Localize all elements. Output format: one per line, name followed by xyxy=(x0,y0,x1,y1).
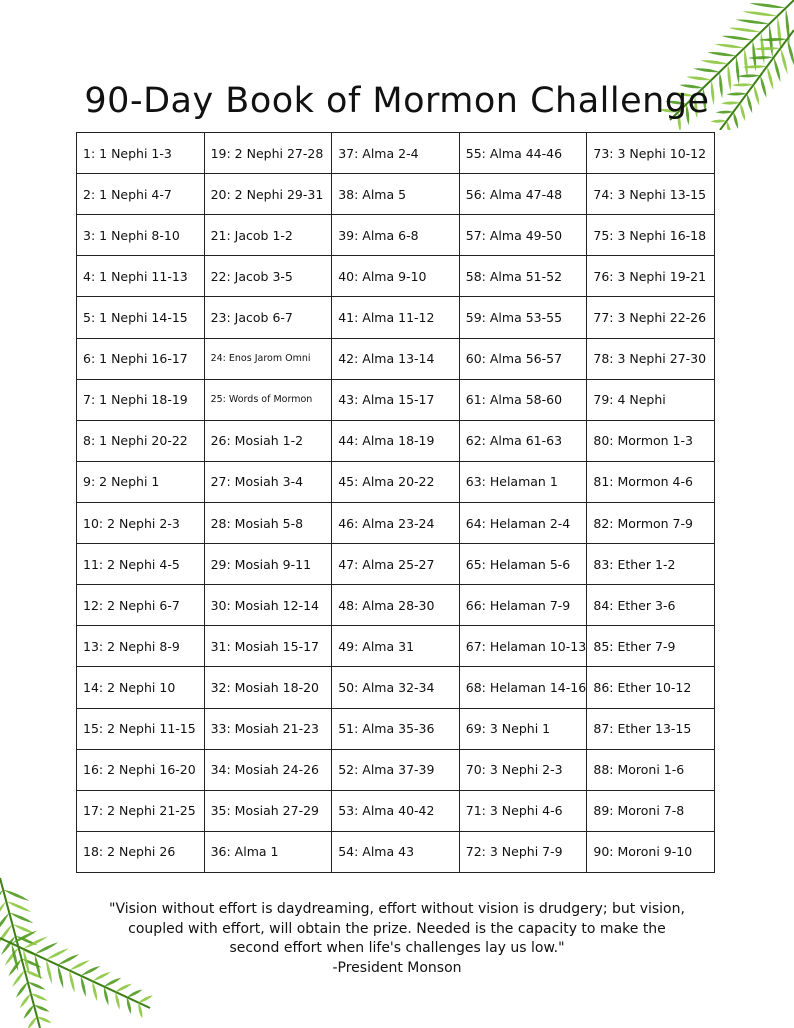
table-row xyxy=(77,215,715,256)
schedule-cell: 65: Helaman 5-6 xyxy=(459,544,587,585)
table-row xyxy=(77,256,715,297)
schedule-cell: 23: Jacob 6-7 xyxy=(204,297,332,338)
schedule-cell: 29: Mosiah 9-11 xyxy=(204,544,332,585)
table-row xyxy=(77,461,715,502)
table-row xyxy=(77,174,715,215)
schedule-cell: 17: 2 Nephi 21-25 xyxy=(77,790,205,831)
schedule-cell: 36: Alma 1 xyxy=(204,831,332,872)
table-row xyxy=(77,133,715,174)
quote-line: "Vision without effort is daydreaming, effort without vision is drudgery; but vision, xyxy=(109,901,685,917)
schedule-cell: 55: Alma 44-46 xyxy=(459,133,587,174)
schedule-cell: 30: Mosiah 12-14 xyxy=(204,585,332,626)
schedule-cell: 72: 3 Nephi 7-9 xyxy=(459,831,587,872)
schedule-cell: 40: Alma 9-10 xyxy=(332,256,460,297)
schedule-cell: 25: Words of Mormon xyxy=(204,379,332,420)
schedule-cell: 88: Moroni 1-6 xyxy=(587,749,715,790)
schedule-cell: 2: 1 Nephi 4-7 xyxy=(77,174,205,215)
schedule-cell: 83: Ether 1-2 xyxy=(587,544,715,585)
schedule-cell: 49: Alma 31 xyxy=(332,626,460,667)
page-title: 90-Day Book of Mormon Challenge xyxy=(84,81,710,122)
schedule-cell: 54: Alma 43 xyxy=(332,831,460,872)
table-row xyxy=(77,502,715,543)
quote-line: second effort when life's challenges lay us low." xyxy=(229,940,565,956)
quote-block xyxy=(100,900,694,978)
schedule-cell: 44: Alma 18-19 xyxy=(332,420,460,461)
schedule-cell: 3: 1 Nephi 8-10 xyxy=(77,215,205,256)
schedule-cell: 74: 3 Nephi 13-15 xyxy=(587,174,715,215)
quote-attribution: -President Monson xyxy=(332,959,462,976)
schedule-cell: 85: Ether 7-9 xyxy=(587,626,715,667)
quote-line: coupled with effort, will obtain the prize. Needed is the capacity to make the xyxy=(128,920,666,937)
schedule-cell: 39: Alma 6-8 xyxy=(332,215,460,256)
schedule-cell: 60: Alma 56-57 xyxy=(459,338,587,379)
table-row xyxy=(77,626,715,667)
schedule-cell: 11: 2 Nephi 4-5 xyxy=(77,544,205,585)
schedule-cell: 71: 3 Nephi 4-6 xyxy=(459,790,587,831)
schedule-cell: 51: Alma 35-36 xyxy=(332,708,460,749)
schedule-cell: 61: Alma 58-60 xyxy=(459,379,587,420)
table-row xyxy=(77,585,715,626)
schedule-cell: 12: 2 Nephi 6-7 xyxy=(77,585,205,626)
schedule-cell: 58: Alma 51-52 xyxy=(459,256,587,297)
schedule-cell: 79: 4 Nephi xyxy=(587,379,715,420)
schedule-cell: 42: Alma 13-14 xyxy=(332,338,460,379)
schedule-cell: 87: Ether 13-15 xyxy=(587,708,715,749)
schedule-cell: 6: 1 Nephi 16-17 xyxy=(77,338,205,379)
schedule-cell: 81: Mormon 4-6 xyxy=(587,461,715,502)
schedule-cell: 62: Alma 61-63 xyxy=(459,420,587,461)
schedule-cell: 13: 2 Nephi 8-9 xyxy=(77,626,205,667)
schedule-cell: 22: Jacob 3-5 xyxy=(204,256,332,297)
schedule-cell: 19: 2 Nephi 27-28 xyxy=(204,133,332,174)
schedule-cell: 80: Mormon 1-3 xyxy=(587,420,715,461)
reading-schedule-table xyxy=(76,132,715,873)
schedule-cell: 43: Alma 15-17 xyxy=(332,379,460,420)
schedule-cell: 33: Mosiah 21-23 xyxy=(204,708,332,749)
table-row xyxy=(77,379,715,420)
schedule-cell: 86: Ether 10-12 xyxy=(587,667,715,708)
schedule-cell: 56: Alma 47-48 xyxy=(459,174,587,215)
schedule-cell: 77: 3 Nephi 22-26 xyxy=(587,297,715,338)
schedule-cell: 41: Alma 11-12 xyxy=(332,297,460,338)
schedule-cell: 10: 2 Nephi 2-3 xyxy=(77,502,205,543)
schedule-cell: 82: Mormon 7-9 xyxy=(587,502,715,543)
schedule-cell: 45: Alma 20-22 xyxy=(332,461,460,502)
table-row xyxy=(77,297,715,338)
table-row xyxy=(77,667,715,708)
schedule-cell: 16: 2 Nephi 16-20 xyxy=(77,749,205,790)
schedule-cell: 15: 2 Nephi 11-15 xyxy=(77,708,205,749)
schedule-cell: 69: 3 Nephi 1 xyxy=(459,708,587,749)
schedule-cell: 5: 1 Nephi 14-15 xyxy=(77,297,205,338)
schedule-cell: 37: Alma 2-4 xyxy=(332,133,460,174)
table-row xyxy=(77,420,715,461)
schedule-cell: 21: Jacob 1-2 xyxy=(204,215,332,256)
schedule-cell: 20: 2 Nephi 29-31 xyxy=(204,174,332,215)
schedule-cell: 48: Alma 28-30 xyxy=(332,585,460,626)
schedule-cell: 28: Mosiah 5-8 xyxy=(204,502,332,543)
schedule-cell: 63: Helaman 1 xyxy=(459,461,587,502)
schedule-cell: 53: Alma 40-42 xyxy=(332,790,460,831)
schedule-cell: 9: 2 Nephi 1 xyxy=(77,461,205,502)
schedule-cell: 73: 3 Nephi 10-12 xyxy=(587,133,715,174)
schedule-cell: 4: 1 Nephi 11-13 xyxy=(77,256,205,297)
schedule-cell: 8: 1 Nephi 20-22 xyxy=(77,420,205,461)
schedule-cell: 18: 2 Nephi 26 xyxy=(77,831,205,872)
schedule-cell: 14: 2 Nephi 10 xyxy=(77,667,205,708)
schedule-cell: 24: Enos Jarom Omni xyxy=(204,338,332,379)
schedule-cell: 47: Alma 25-27 xyxy=(332,544,460,585)
schedule-cell: 89: Moroni 7-8 xyxy=(587,790,715,831)
schedule-cell: 84: Ether 3-6 xyxy=(587,585,715,626)
schedule-cell: 1: 1 Nephi 1-3 xyxy=(77,133,205,174)
schedule-cell: 32: Mosiah 18-20 xyxy=(204,667,332,708)
schedule-cell: 50: Alma 32-34 xyxy=(332,667,460,708)
schedule-cell: 59: Alma 53-55 xyxy=(459,297,587,338)
schedule-cell: 7: 1 Nephi 18-19 xyxy=(77,379,205,420)
schedule-cell: 90: Moroni 9-10 xyxy=(587,831,715,872)
table-row xyxy=(77,831,715,872)
schedule-cell: 76: 3 Nephi 19-21 xyxy=(587,256,715,297)
schedule-cell: 46: Alma 23-24 xyxy=(332,502,460,543)
schedule-cell: 35: Mosiah 27-29 xyxy=(204,790,332,831)
table-row xyxy=(77,338,715,379)
schedule-cell: 26: Mosiah 1-2 xyxy=(204,420,332,461)
schedule-cell: 70: 3 Nephi 2-3 xyxy=(459,749,587,790)
schedule-cell: 78: 3 Nephi 27-30 xyxy=(587,338,715,379)
table-row xyxy=(77,749,715,790)
schedule-cell: 31: Mosiah 15-17 xyxy=(204,626,332,667)
schedule-cell: 34: Mosiah 24-26 xyxy=(204,749,332,790)
schedule-cell: 27: Mosiah 3-4 xyxy=(204,461,332,502)
schedule-cell: 52: Alma 37-39 xyxy=(332,749,460,790)
schedule-cell: 68: Helaman 14-16 xyxy=(459,667,587,708)
schedule-cell: 64: Helaman 2-4 xyxy=(459,502,587,543)
schedule-cell: 38: Alma 5 xyxy=(332,174,460,215)
schedule-cell: 67: Helaman 10-13 xyxy=(459,626,587,667)
schedule-cell: 57: Alma 49-50 xyxy=(459,215,587,256)
schedule-cell: 75: 3 Nephi 16-18 xyxy=(587,215,715,256)
table-row xyxy=(77,544,715,585)
table-row xyxy=(77,708,715,749)
schedule-cell: 66: Helaman 7-9 xyxy=(459,585,587,626)
table-row xyxy=(77,790,715,831)
